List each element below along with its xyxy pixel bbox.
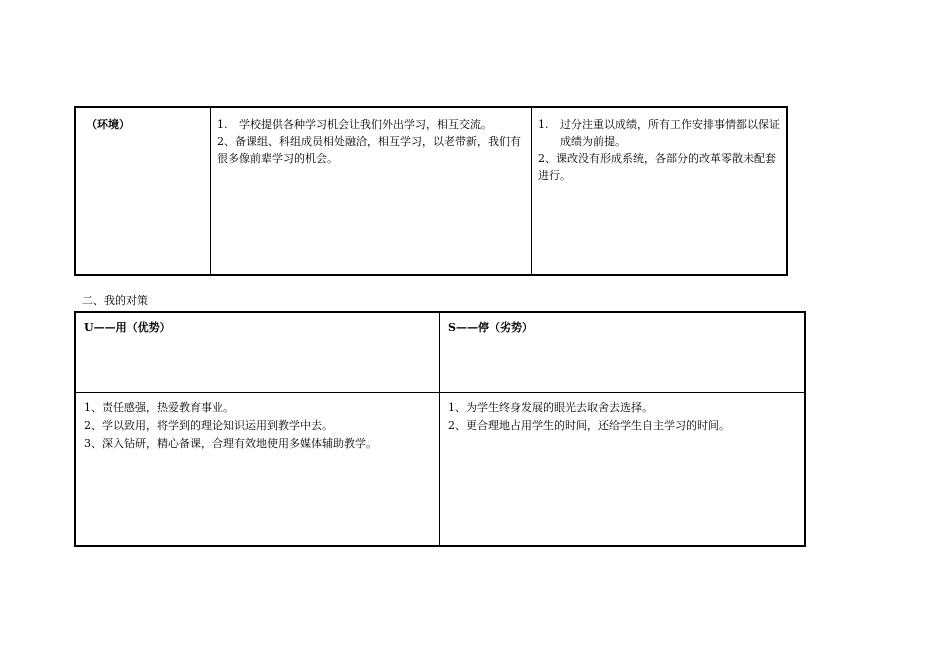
list-number: 1. [538,118,549,131]
use-header: U——用（优势） [84,321,171,334]
stop-item: 1、为学生终身发展的眼光去取舍去选择。 [448,401,653,414]
environment-label: （环境） [86,118,130,131]
stop-header-cell [440,313,804,393]
stop-item: 2、更合理地占用学生的时间，还给学生自主学习的时间。 [448,419,730,432]
environment-table [74,106,788,276]
strategy-table [74,311,806,547]
weakness-item [538,150,780,184]
use-item: 3、深入钻研，精心备课，合理有效地使用多媒体辅助教学。 [84,437,377,450]
weakness-item [538,116,780,150]
section-title: 二、我的对策 [82,294,148,307]
environment-strengths-cell [211,108,532,274]
strength-text: 2、备课组、科组成员相处融洽，相互学习，以老带新，我们有很多像前辈学习的机会。 [217,135,521,165]
use-items-cell [76,393,440,545]
stop-header: S——停（劣势） [448,321,533,334]
environment-label-cell [76,108,211,274]
strength-item [217,133,525,167]
use-header-cell [76,313,440,393]
strength-item [217,116,525,133]
use-item: 1、责任感强，热爱教育事业。 [84,401,234,414]
weakness-text: 2、课改没有形成系统，各部分的改革零散未配套进行。 [538,152,776,182]
strength-text: 学校提供各种学习机会让我们外出学习，相互交流。 [239,118,492,131]
environment-weaknesses-cell [532,108,786,274]
stop-items-cell [440,393,804,545]
use-item: 2、学以致用，将学到的理论知识运用到教学中去。 [84,419,333,432]
weakness-text: 过分注重以成绩，所有工作安排事情都以保证成绩为前提。 [560,118,780,148]
list-number: 1. [217,118,228,131]
